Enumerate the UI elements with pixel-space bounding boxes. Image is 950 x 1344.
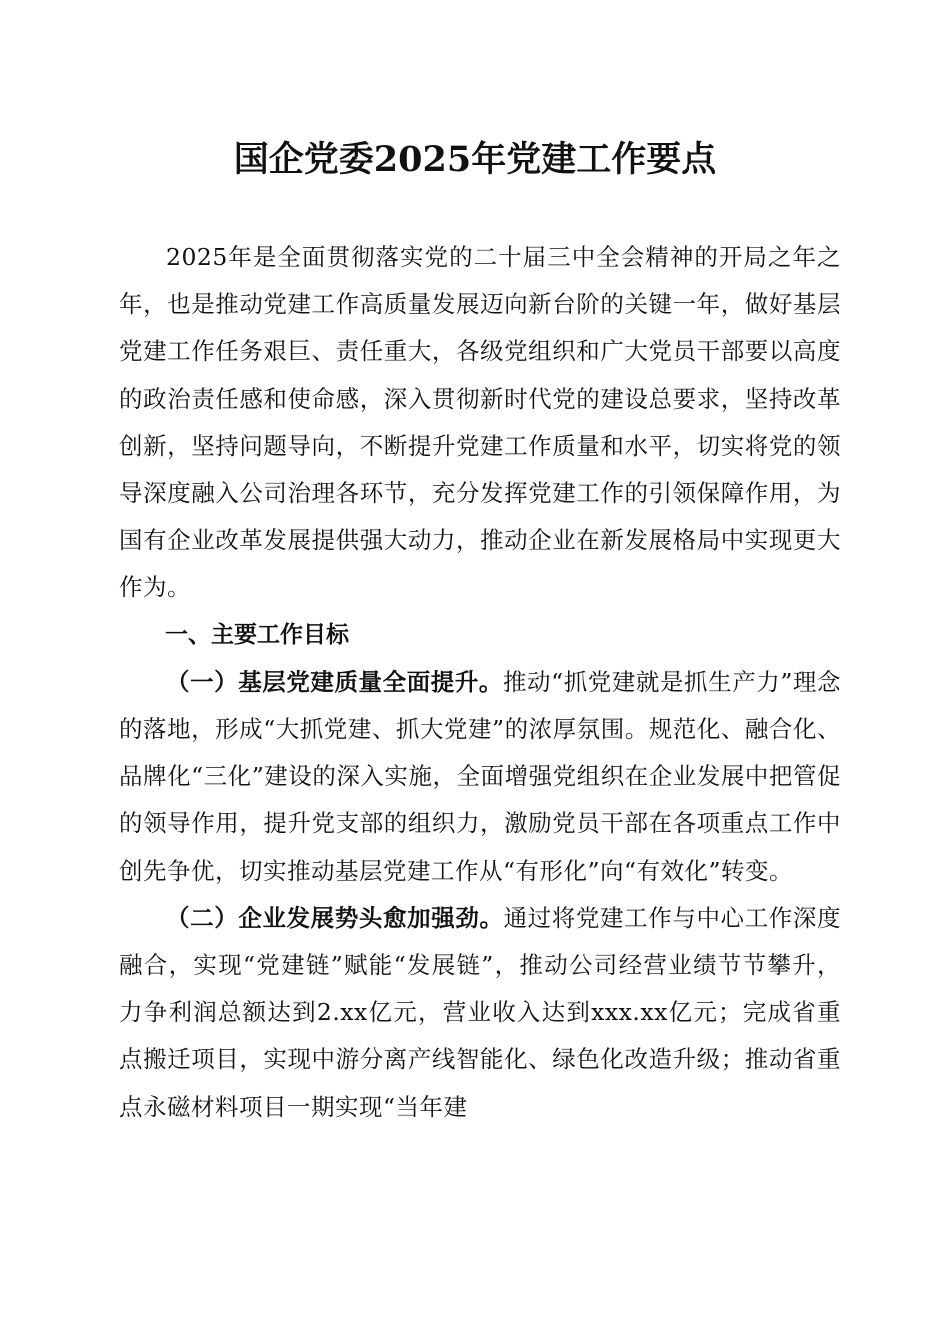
goal-item-2: [119, 895, 841, 1131]
section-heading-main-goals: 一、主要工作目标: [165, 621, 349, 648]
goal-item-1-text: 推动“抓党建就是抓生产力”理念的落地，形成“大抓党建、抓大党建”的浓厚氛围。规范化、融合化、品牌化“三化”建设的深入实施，全面增强党组织在企业发展中把管促的领导作用，提升党支部的组织力，激励党员干部在各项重点工作中创先争优，切实推动基层党建工作从“有形化”向“有效化”转变。: [119, 667, 841, 885]
document-body: [119, 234, 841, 1131]
goal-item-1: [119, 659, 841, 895]
intro-paragraph: 2025年是全面贯彻落实党的二十届三中全会精神的开局之年之年，也是推动党建工作高质量发展迈向新台阶的关键一年，做好基层党建工作任务艰巨、责任重大，各级党组织和广大党员干部要以高度的政治责任感和使命感，深入贯彻新时代党的建设总要求，坚持改革创新，坚持问题导向，不断提升党建工作质量和水平，切实将党的领导深度融入公司治理各环节，充分发挥党建工作的引领保障作用，为国有企业改革发展提供强大动力，推动企业在新发展格局中实现更大作为。: [119, 243, 841, 602]
goal-item-1-lead: （一）基层党建质量全面提升。: [166, 667, 503, 696]
goal-item-2-text: 通过将党建工作与中心工作深度融合，实现“党建链”赋能“发展链”，推动公司经营业绩节节攀升，力争利润总额达到2.xx亿元，营业收入达到xxx.xx亿元；完成省重点搬迁项目，实现中游分离产线智能化、绿色化改造升级；推动省重点永磁材料项目一期实现“当年建: [119, 903, 842, 1121]
goal-item-2-lead: （二）企业发展势头愈加强劲。: [166, 903, 504, 932]
document-title: 国企党委2025年党建工作要点: [233, 139, 717, 180]
